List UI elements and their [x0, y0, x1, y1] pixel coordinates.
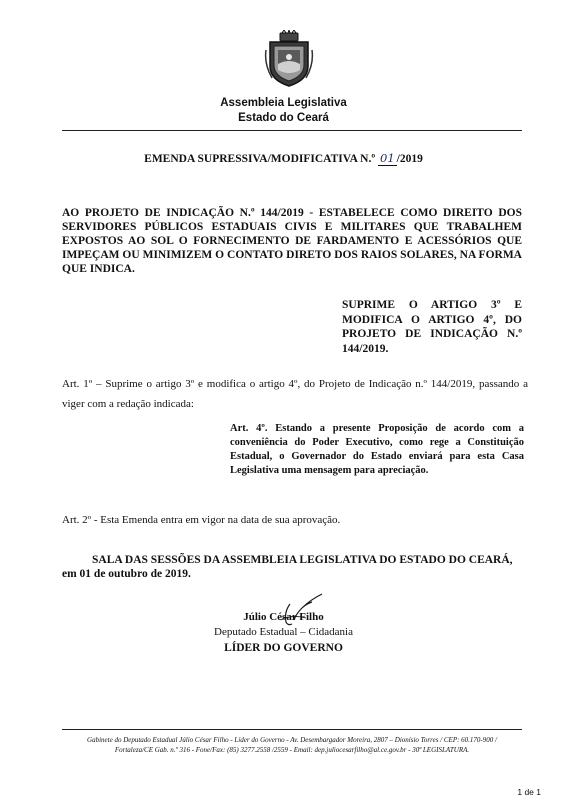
signatory-title: LÍDER DO GOVERNO: [224, 642, 343, 654]
footer-divider: [62, 729, 522, 730]
article-1: Art. 1º – Suprime o artigo 3º e modifica o artigo 4º, do Projeto de Indicação n.º 144/2019, passando a viger com a redação indicada:: [62, 378, 528, 410]
ceara-coat-of-arms-icon: [264, 30, 314, 88]
footer-contact: [62, 735, 522, 755]
closing-statement: SALA DAS SESSÕES DA ASSEMBLEIA LEGISLATIVA DO ESTADO DO CEARÁ, em 01 de outubro de 2019.: [62, 554, 513, 580]
amendment-title: [0, 151, 567, 166]
footer-line-1: Gabinete do Deputado Estadual Júlio César Filho - Líder do Governo - Av. Desembargador Moreira, 2807 – Dionísio Torres / CEP: 60.170-900 /: [87, 736, 497, 744]
amendment-subject: AO PROJETO DE INDICAÇÃO N.º 144/2019 - ESTABELECE COMO DIREITO DOS SERVIDORES PÚBLICOS ESTADUAIS CIVIS E MILITARES QUE TRABALHEM EXPOSTOS AO SOL O FORNECIMENTO DE FARDAMENTO E ACESSÓRIOS QUE IMPEÇAM OU MINIMIZEM O CONTATO DIRETO DOS RAIOS SOLARES, NA FORMA QUE INDICA.: [62, 207, 522, 275]
institution-name: Assembleia Legislativa: [220, 97, 347, 109]
header-divider: [62, 130, 522, 131]
signatory-role: Deputado Estadual – Cidadania: [214, 626, 353, 638]
footer-line-2: Fortaleza/CE Gab. n.º 316 - Fone/Fax: (85) 3277.2558 /2559 - Email: dep.juliocesarfilho@al.ce.gov.br - 30ª LEGISLATURA.: [114, 746, 470, 754]
page-indicator: 1 de 1: [517, 787, 541, 797]
institution-header: [0, 96, 567, 126]
amendment-title-prefix: EMENDA SUPRESSIVA/MODIFICATIVA N.º: [144, 153, 376, 165]
amendment-title-suffix: /2019: [396, 153, 423, 165]
institution-state: Estado do Ceará: [238, 112, 329, 124]
signatory-name: Júlio César Filho: [243, 611, 324, 623]
amendment-number-handwritten: 01: [380, 151, 395, 165]
article-4-new-text: Art. 4º. Estando a presente Proposição de acordo com a conveniência do Poder Executivo, como rege a Constituição Estadual, o Governador do Estado enviará para esta Casa Legislativa uma mensagem para apreciação.: [230, 423, 524, 476]
amendment-summary: SUPRIME O ARTIGO 3º E MODIFICA O ARTIGO 4º, DO PROJETO DE INDICAÇÃO N.º 144/2019.: [342, 299, 522, 355]
article-2: Art. 2º - Esta Emenda entra em vigor na data de sua aprovação.: [62, 514, 341, 526]
